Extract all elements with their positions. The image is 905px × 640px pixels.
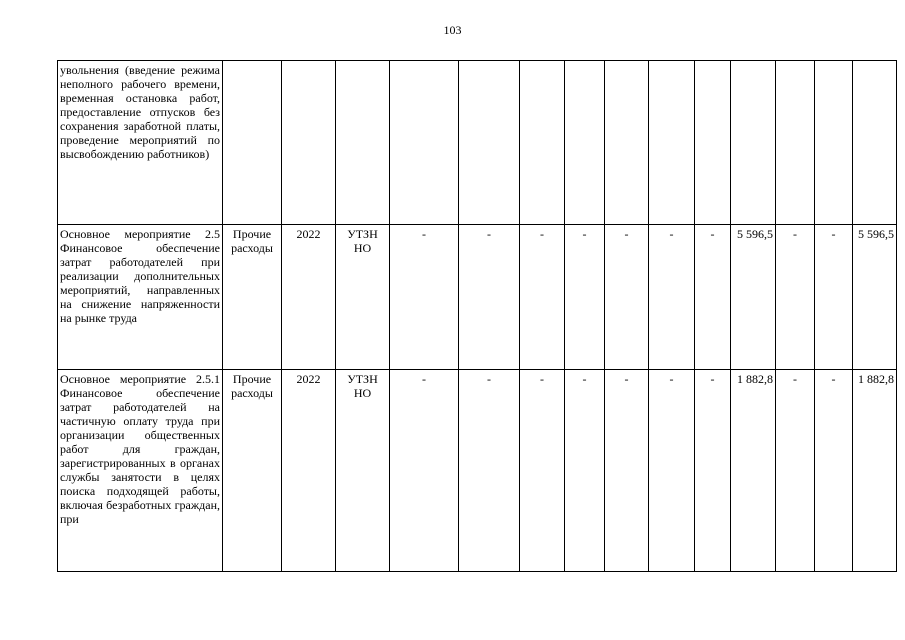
amount-cell: [459, 61, 520, 225]
expense-type: Прочие расходы: [223, 370, 282, 572]
amount-cell: -: [459, 225, 520, 370]
expense-type: [223, 61, 282, 225]
page-number: 103: [443, 23, 462, 37]
amount-cell: 5 596,5: [853, 225, 897, 370]
amount-cell: [649, 61, 695, 225]
amount-cell: 5 596,5: [731, 225, 776, 370]
amount-cell: -: [390, 225, 459, 370]
executor-cell: УТЗН НО: [336, 225, 390, 370]
amount-cell: 1 882,8: [853, 370, 897, 572]
measure-description: увольнения (введение режима неполного рабочего времени, временная остановка работ, предоставление отпусков без сохранения заработной платы, проведение мероприятий по высвобождению работников): [58, 61, 223, 225]
amount-cell: [776, 61, 815, 225]
amount-cell: [520, 61, 565, 225]
amount-cell: [565, 61, 605, 225]
amount-cell: [695, 61, 731, 225]
amount-cell: [731, 61, 776, 225]
amount-cell: [853, 61, 897, 225]
year-cell: 2022: [282, 370, 336, 572]
executor-cell: [336, 61, 390, 225]
table-row: [58, 225, 897, 370]
program-table: [57, 60, 897, 572]
amount-cell: -: [649, 225, 695, 370]
year-cell: 2022: [282, 225, 336, 370]
amount-cell: -: [776, 370, 815, 572]
amount-cell: [390, 61, 459, 225]
measure-description: Основное мероприятие 2.5.1 Финансовое обеспечение затрат работодателей на частичную оплату труда при организации общественных работ для граждан, зарегистрированных в органах службы занятости в целях поиска подходящей работы, включая безработных граждан, при: [58, 370, 223, 572]
amount-cell: 1 882,8: [731, 370, 776, 572]
amount-cell: -: [459, 370, 520, 572]
expense-type: Прочие расходы: [223, 225, 282, 370]
amount-cell: -: [520, 225, 565, 370]
amount-cell: -: [605, 225, 649, 370]
amount-cell: [815, 61, 853, 225]
amount-cell: -: [695, 225, 731, 370]
year-cell: [282, 61, 336, 225]
table-row: [58, 370, 897, 572]
amount-cell: -: [565, 225, 605, 370]
amount-cell: -: [776, 225, 815, 370]
amount-cell: -: [815, 225, 853, 370]
amount-cell: -: [649, 370, 695, 572]
amount-cell: -: [520, 370, 565, 572]
amount-cell: [605, 61, 649, 225]
measure-description: Основное мероприятие 2.5 Финансовое обеспечение затрат работодателей при реализации дополнительных мероприятий, направленных на снижение напряженности на рынке труда: [58, 225, 223, 370]
amount-cell: -: [815, 370, 853, 572]
amount-cell: -: [390, 370, 459, 572]
table-row: [58, 61, 897, 225]
amount-cell: -: [605, 370, 649, 572]
amount-cell: -: [565, 370, 605, 572]
executor-cell: УТЗН НО: [336, 370, 390, 572]
amount-cell: -: [695, 370, 731, 572]
